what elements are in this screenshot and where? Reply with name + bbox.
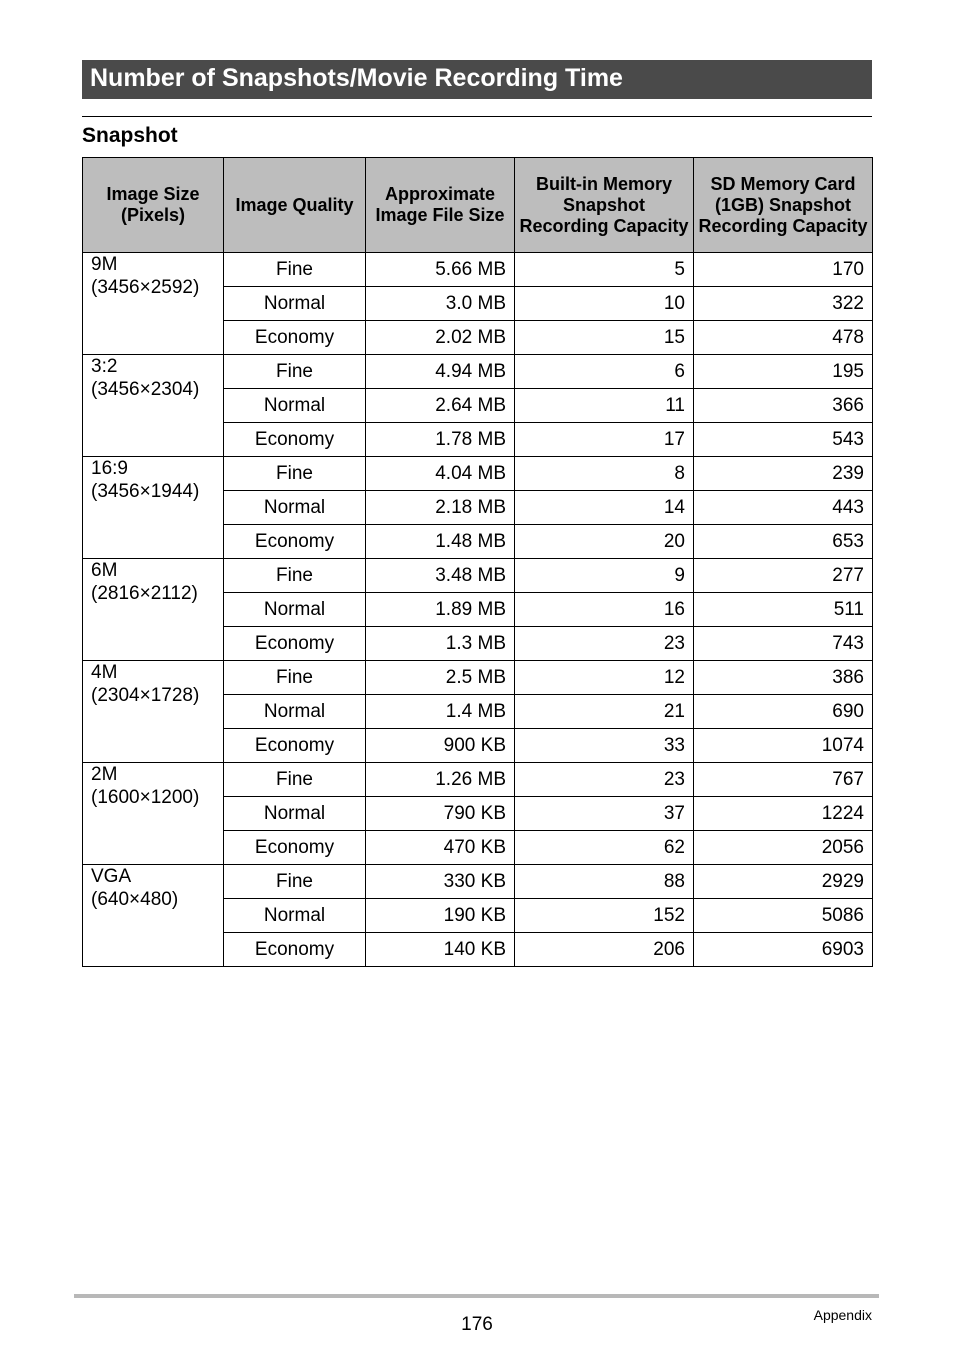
table-row [83, 559, 873, 593]
sd-capacity-cell: 1074 [694, 729, 873, 763]
file-size-cell: 1.48 MB [366, 525, 515, 559]
quality-cell: Normal [224, 593, 366, 627]
quality-cell: Fine [224, 763, 366, 797]
size-pixels: (2816×2112) [91, 583, 198, 604]
table-row [83, 457, 873, 491]
sd-capacity-cell: 5086 [694, 899, 873, 933]
builtin-capacity-cell: 6 [515, 355, 694, 389]
image-size-cell [83, 763, 224, 865]
size-pixels: (3456×2592) [91, 277, 200, 298]
sd-capacity-cell: 386 [694, 661, 873, 695]
quality-cell: Normal [224, 695, 366, 729]
size-label: VGA [91, 866, 132, 887]
sd-capacity-cell: 6903 [694, 933, 873, 967]
image-size-cell [83, 253, 224, 355]
size-label: 4M [91, 662, 118, 683]
builtin-capacity-cell: 12 [515, 661, 694, 695]
builtin-capacity-cell: 20 [515, 525, 694, 559]
footer-section-label: Appendix [813, 1307, 872, 1323]
sd-capacity-cell: 195 [694, 355, 873, 389]
table-body [83, 253, 873, 967]
builtin-capacity-cell: 16 [515, 593, 694, 627]
table-row [83, 661, 873, 695]
builtin-capacity-cell: 37 [515, 797, 694, 831]
table-row [83, 763, 873, 797]
size-pixels: (2304×1728) [91, 685, 200, 706]
file-size-cell: 5.66 MB [366, 253, 515, 287]
builtin-capacity-cell: 152 [515, 899, 694, 933]
builtin-capacity-cell: 206 [515, 933, 694, 967]
table-row [83, 253, 873, 287]
file-size-cell: 3.48 MB [366, 559, 515, 593]
sd-capacity-cell: 322 [694, 287, 873, 321]
size-label: 6M [91, 560, 118, 581]
footer-rule [74, 1294, 879, 1298]
quality-cell: Economy [224, 933, 366, 967]
file-size-cell: 470 KB [366, 831, 515, 865]
file-size-cell: 900 KB [366, 729, 515, 763]
sd-capacity-cell: 239 [694, 457, 873, 491]
page-title: Number of Snapshots/Movie Recording Time [82, 60, 872, 99]
builtin-capacity-cell: 9 [515, 559, 694, 593]
sd-capacity-cell: 277 [694, 559, 873, 593]
quality-cell: Normal [224, 491, 366, 525]
size-pixels: (3456×1944) [91, 481, 200, 502]
image-size-cell [83, 355, 224, 457]
file-size-cell: 2.02 MB [366, 321, 515, 355]
section-heading: Snapshot [82, 124, 178, 147]
file-size-cell: 4.04 MB [366, 457, 515, 491]
size-pixels: (1600×1200) [91, 787, 200, 808]
file-size-cell: 2.5 MB [366, 661, 515, 695]
snapshot-table [82, 157, 873, 967]
builtin-capacity-cell: 10 [515, 287, 694, 321]
quality-cell: Fine [224, 661, 366, 695]
builtin-capacity-cell: 5 [515, 253, 694, 287]
quality-cell: Normal [224, 389, 366, 423]
file-size-cell: 140 KB [366, 933, 515, 967]
builtin-capacity-cell: 88 [515, 865, 694, 899]
image-size-cell [83, 457, 224, 559]
header-image-size: Image Size (Pixels) [83, 158, 224, 253]
sd-capacity-cell: 170 [694, 253, 873, 287]
sd-capacity-cell: 767 [694, 763, 873, 797]
file-size-cell: 1.4 MB [366, 695, 515, 729]
sd-capacity-cell: 1224 [694, 797, 873, 831]
quality-cell: Economy [224, 423, 366, 457]
sd-capacity-cell: 443 [694, 491, 873, 525]
size-pixels: (640×480) [91, 889, 179, 910]
file-size-cell: 330 KB [366, 865, 515, 899]
file-size-cell: 790 KB [366, 797, 515, 831]
sd-capacity-cell: 511 [694, 593, 873, 627]
table-header-row [83, 158, 873, 253]
quality-cell: Fine [224, 253, 366, 287]
header-image-quality: Image Quality [224, 158, 366, 253]
image-size-cell [83, 865, 224, 967]
builtin-capacity-cell: 14 [515, 491, 694, 525]
sd-capacity-cell: 653 [694, 525, 873, 559]
size-pixels: (3456×2304) [91, 379, 200, 400]
builtin-capacity-cell: 23 [515, 763, 694, 797]
image-size-cell [83, 661, 224, 763]
sd-capacity-cell: 2056 [694, 831, 873, 865]
builtin-capacity-cell: 15 [515, 321, 694, 355]
table-row [83, 865, 873, 899]
quality-cell: Economy [224, 627, 366, 661]
builtin-capacity-cell: 62 [515, 831, 694, 865]
file-size-cell: 190 KB [366, 899, 515, 933]
quality-cell: Normal [224, 797, 366, 831]
builtin-capacity-cell: 23 [515, 627, 694, 661]
sd-capacity-cell: 690 [694, 695, 873, 729]
builtin-capacity-cell: 8 [515, 457, 694, 491]
builtin-capacity-cell: 17 [515, 423, 694, 457]
quality-cell: Economy [224, 831, 366, 865]
file-size-cell: 1.89 MB [366, 593, 515, 627]
file-size-cell: 1.26 MB [366, 763, 515, 797]
builtin-capacity-cell: 33 [515, 729, 694, 763]
sd-capacity-cell: 366 [694, 389, 873, 423]
sd-capacity-cell: 543 [694, 423, 873, 457]
quality-cell: Economy [224, 729, 366, 763]
header-builtin-capacity: Built-in Memory Snapshot Recording Capacity [515, 158, 694, 253]
quality-cell: Fine [224, 355, 366, 389]
size-label: 3:2 [91, 356, 118, 377]
file-size-cell: 2.64 MB [366, 389, 515, 423]
quality-cell: Economy [224, 321, 366, 355]
file-size-cell: 1.3 MB [366, 627, 515, 661]
title-rule [82, 116, 872, 117]
sd-capacity-cell: 478 [694, 321, 873, 355]
quality-cell: Normal [224, 287, 366, 321]
size-label: 16:9 [91, 458, 128, 479]
header-sd-capacity: SD Memory Card (1GB) Snapshot Recording Capacity [694, 158, 873, 253]
file-size-cell: 3.0 MB [366, 287, 515, 321]
file-size-cell: 4.94 MB [366, 355, 515, 389]
quality-cell: Fine [224, 457, 366, 491]
table-row [83, 355, 873, 389]
sd-capacity-cell: 743 [694, 627, 873, 661]
size-label: 2M [91, 764, 118, 785]
page-number: 176 [461, 1314, 493, 1335]
quality-cell: Economy [224, 525, 366, 559]
builtin-capacity-cell: 11 [515, 389, 694, 423]
file-size-cell: 1.78 MB [366, 423, 515, 457]
quality-cell: Fine [224, 865, 366, 899]
header-file-size: Approximate Image File Size [366, 158, 515, 253]
quality-cell: Normal [224, 899, 366, 933]
builtin-capacity-cell: 21 [515, 695, 694, 729]
file-size-cell: 2.18 MB [366, 491, 515, 525]
image-size-cell [83, 559, 224, 661]
quality-cell: Fine [224, 559, 366, 593]
sd-capacity-cell: 2929 [694, 865, 873, 899]
size-label: 9M [91, 254, 118, 275]
